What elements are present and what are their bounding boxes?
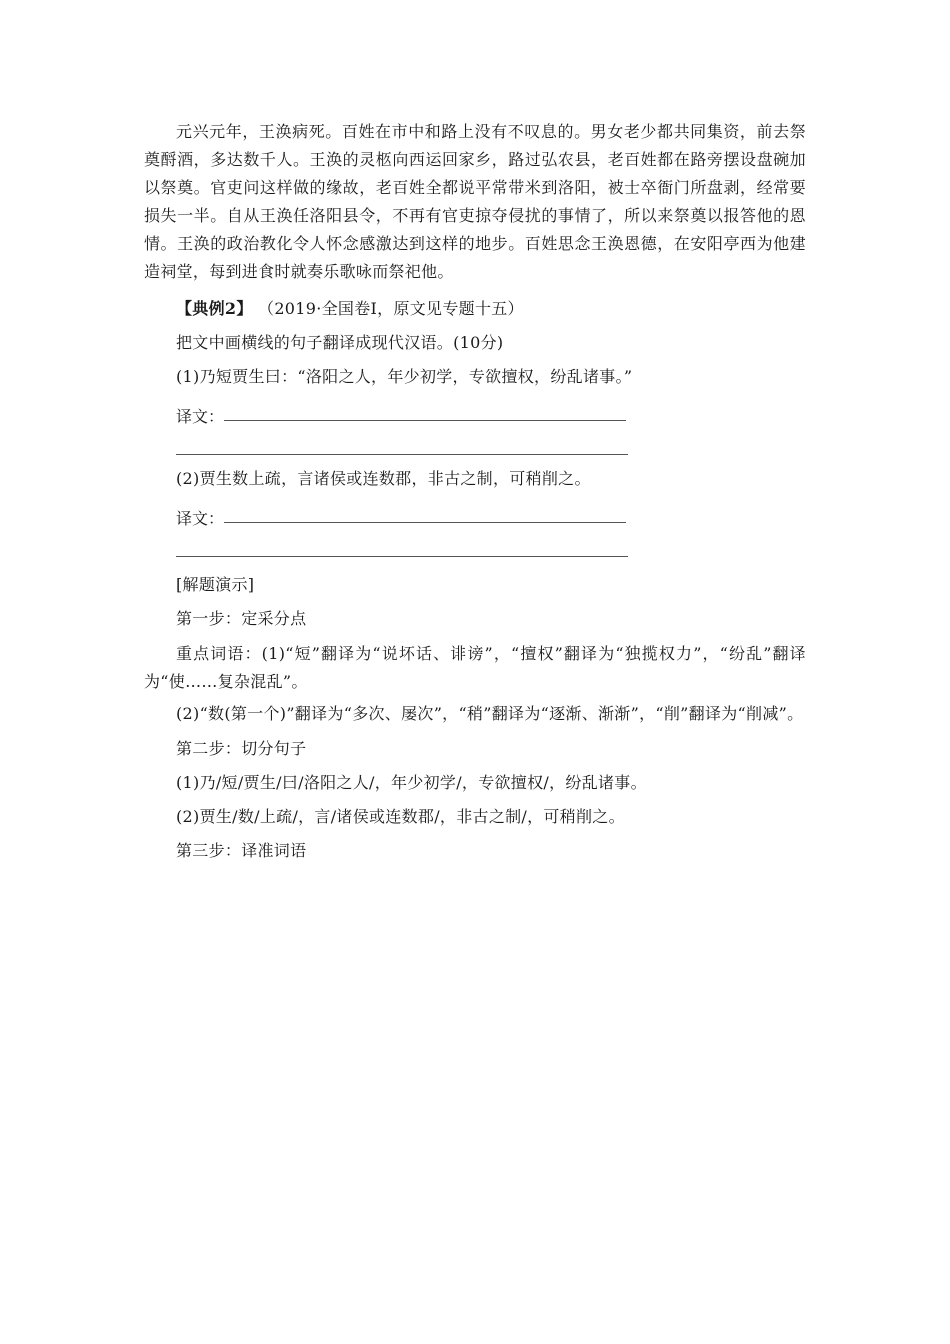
answer-1-row-2 [144, 428, 806, 462]
answer-2-line[interactable] [224, 504, 626, 523]
step-2-title: 第二步：切分句子 [176, 739, 307, 758]
step-1-paragraph-2: (2)“数(第一个)”翻译为“多次、屡次”，“稍”翻译为“逐渐、渐渐”，“削”翻译为“削减”。 [176, 704, 804, 723]
answer-1-label: 译文： [176, 407, 225, 426]
question-1: (1)乃短贾生曰：“洛阳之人，年少初学，专欲擅权，纷乱诸事。” [176, 367, 633, 386]
step-1-paragraph-1: 重点词语：(1)“短”翻译为“说坏话、诽谤”，“擅权”翻译为“独揽权力”，“纷乱”翻译为“使……复杂混乱”。 [144, 644, 806, 691]
example-source: （2019·全国卷Ⅰ，原文见专题十五） [258, 299, 524, 318]
example-heading [144, 292, 806, 326]
answer-2-label: 译文： [176, 509, 225, 528]
step-2-line-1: (1)乃/短/贾生/曰/洛阳之人/，年少初学/，专欲擅权/，纷乱诸事。 [176, 773, 647, 792]
example-instruction: 把文中画横线的句子翻译成现代汉语。(10分) [176, 333, 504, 352]
example-label: 【典例2】 [176, 299, 253, 318]
step-2-line-2: (2)贾生/数/上疏/，言/诸侯或连数郡/，非古之制/，可稍削之。 [176, 807, 625, 826]
answer-1-line[interactable] [224, 402, 626, 421]
answer-1-line-2[interactable] [176, 436, 628, 455]
answer-1-row [144, 394, 806, 428]
step-3-title: 第三步：译准词语 [176, 841, 307, 860]
answer-2-line-2[interactable] [176, 538, 628, 557]
document-page [144, 118, 806, 868]
answer-2-row [144, 496, 806, 530]
intro-paragraph: 元兴元年，王涣病死。百姓在市中和路上没有不叹息的。男女老少都共同集资，前去祭奠酹酒，多达数千人。王涣的灵柩向西运回家乡，路过弘农县，老百姓都在路旁摆设盘碗加以祭奠。官吏问这样做的缘故，老百姓全都说平常带米到洛阳，被士卒衙门所盘剥，经常要损失一半。自从王涣任洛阳县令，不再有官吏掠夺侵扰的事情了，所以来祭奠以报答他的恩情。王涣的政治教化令人怀念感激达到这样的地步。百姓思念王涣恩德，在安阳亭西为他建造祠堂，每到进食时就奏乐歌咏而祭祀他。 [144, 122, 806, 281]
solution-heading: [解题演示] [176, 575, 255, 594]
question-2: (2)贾生数上疏，言诸侯或连数郡，非古之制，可稍削之。 [176, 469, 591, 488]
answer-2-row-2 [144, 530, 806, 564]
step-1-title: 第一步：定采分点 [176, 609, 307, 628]
